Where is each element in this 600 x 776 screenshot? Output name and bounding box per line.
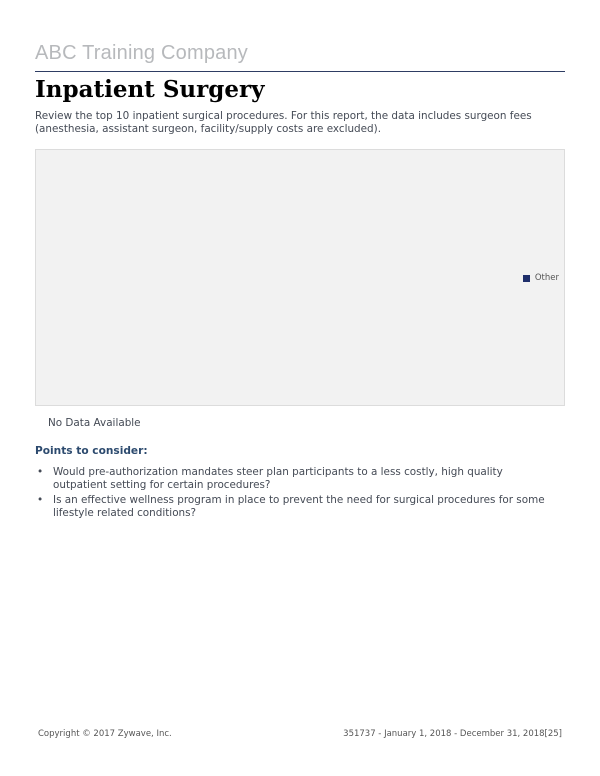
points-list — [35, 466, 555, 522]
legend-label-other: Other — [534, 273, 559, 283]
footer-copyright: Copyright © 2017 Zywave, Inc. — [38, 729, 172, 739]
footer-report-info: 351737 - January 1, 2018 - December 31, 2018[25] — [343, 729, 562, 739]
point-text: Is an effective wellness program in place to prevent the need for surgical procedures for some lifestyle related conditions? — [53, 494, 545, 519]
intro-paragraph: Review the top 10 inpatient surgical procedures. For this report, the data includes surgeon fees (anesthesia, assistant surgeon, facility/supply costs are excluded). — [35, 110, 532, 135]
list-item — [35, 494, 555, 520]
company-name: ABC Training Company — [35, 42, 248, 64]
header-divider — [35, 71, 565, 72]
chart-area — [35, 149, 565, 406]
bullet-icon: • — [37, 466, 44, 478]
point-text: Would pre-authorization mandates steer plan participants to a less costly, high quality outpatient setting for certain procedures? — [53, 466, 503, 491]
bullet-icon: • — [37, 494, 44, 506]
legend-swatch-other — [523, 275, 530, 282]
chart-legend — [523, 273, 559, 283]
page-title: Inpatient Surgery — [35, 76, 265, 103]
no-data-message: No Data Available — [48, 417, 141, 429]
list-item — [35, 466, 555, 492]
points-heading: Points to consider: — [35, 445, 148, 457]
